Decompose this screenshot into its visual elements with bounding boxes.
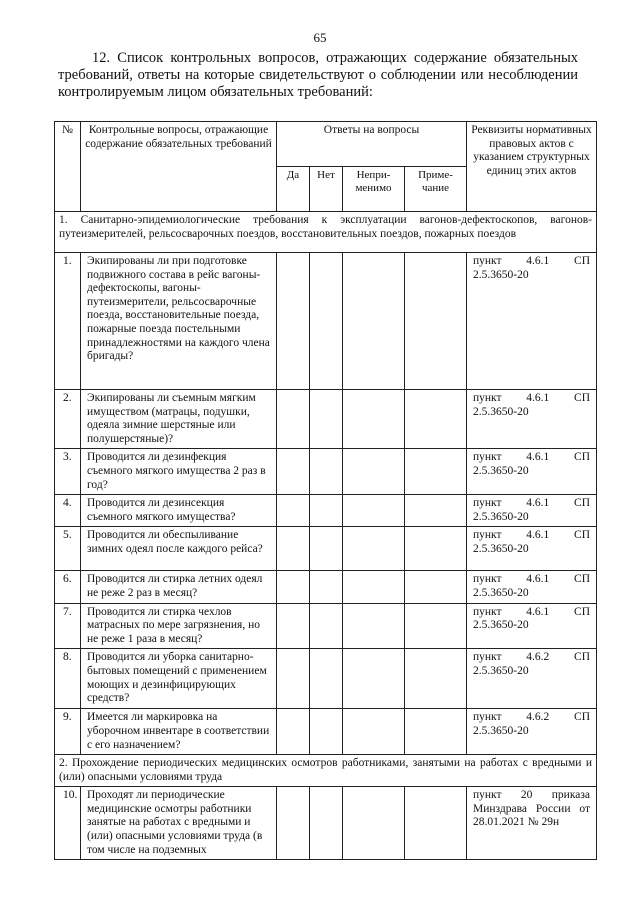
header-no: Нет [310, 167, 343, 212]
table-row [55, 495, 597, 527]
question-cell: Проводится ли уборка санитарно-бытовых помещений с применением моющих и дезинфицирующих средств? [81, 649, 277, 709]
reference-document: 2.5.3650-20 [473, 724, 529, 737]
table-row [55, 390, 597, 449]
answer-no-cell[interactable] [310, 390, 343, 449]
table-header-row [55, 122, 597, 167]
reference-cell: пункт 20 приказа Минздрава России от 28.01.2021 № 29н [467, 787, 597, 860]
reference-document: 2.5.3650-20 [473, 586, 529, 599]
answer-yes-cell[interactable] [277, 449, 310, 495]
answer-yes-cell[interactable] [277, 495, 310, 527]
row-number: 9. [55, 709, 81, 755]
reference-clause: пункт 4.6.1 СП [473, 529, 590, 542]
reference-document: 2.5.3650-20 [473, 510, 529, 523]
row-number: 5. [55, 527, 81, 571]
answer-na-cell[interactable] [343, 603, 405, 649]
reference-clause: пункт 4.6.2 СП [473, 651, 590, 664]
row-number: 7. [55, 603, 81, 649]
question-cell: Экипированы ли съемным мягким имуществом (матрацы, подушки, одеяла зимние шерстяные или полушерстяные)? [81, 390, 277, 449]
answer-no-cell[interactable] [310, 649, 343, 709]
table-row [55, 603, 597, 649]
row-number: 8. [55, 649, 81, 709]
answer-yes-cell[interactable] [277, 787, 310, 860]
table-row [55, 709, 597, 755]
table-row [55, 527, 597, 571]
answer-no-cell[interactable] [310, 527, 343, 571]
answer-yes-cell[interactable] [277, 709, 310, 755]
answer-no-cell[interactable] [310, 571, 343, 603]
header-yes: Да [277, 167, 310, 212]
answer-yes-cell[interactable] [277, 527, 310, 571]
header-questions: Контрольные вопросы, отражающие содержание обязательных требований [81, 122, 277, 212]
table-row [55, 649, 597, 709]
answer-yes-cell[interactable] [277, 603, 310, 649]
header-number: № [55, 122, 81, 212]
reference-cell [467, 495, 597, 527]
checklist-table [54, 121, 597, 860]
answer-no-cell[interactable] [310, 253, 343, 390]
answer-na-cell[interactable] [343, 527, 405, 571]
section-title: 1. Санитарно-эпидемиологические требования к эксплуатации вагонов-дефектоскопов, вагонов-путеизмерителей, рельсосварочных поездов, восстановительных поездов, пожарных поездов [55, 212, 597, 253]
row-number: 4. [55, 495, 81, 527]
reference-document: 2.5.3650-20 [473, 268, 529, 281]
reference-cell [467, 390, 597, 449]
reference-document: 2.5.3650-20 [473, 542, 529, 555]
answer-note-cell[interactable] [405, 253, 467, 390]
header-note: Приме-чание [405, 167, 467, 212]
row-number: 2. [55, 390, 81, 449]
answer-no-cell[interactable] [310, 787, 343, 860]
reference-clause: пункт 4.6.1 СП [473, 497, 590, 510]
section-row [55, 755, 597, 787]
table-row [55, 571, 597, 603]
reference-cell [467, 253, 597, 390]
question-cell: Проходят ли периодические медицинские осмотры работники занятые на работах с вредными и (или) опасными условиями труда (в том числе на подземных [81, 787, 277, 860]
question-cell: Экипированы ли при подготовке подвижного состава в рейс вагоны-дефектоскопы, вагоны-путеизмерители, рельсосварочные поезда, восстановительные поезда, пожарные поезда постельными принадлежностями на каждого члена бригады? [81, 253, 277, 390]
question-cell: Проводится ли дезинфекция съемного мягкого имущества 2 раз в год? [81, 449, 277, 495]
section-row [55, 212, 597, 253]
row-number: 1. [55, 253, 81, 390]
answer-note-cell[interactable] [405, 449, 467, 495]
answer-yes-cell[interactable] [277, 649, 310, 709]
answer-note-cell[interactable] [405, 571, 467, 603]
reference-cell [467, 571, 597, 603]
answer-na-cell[interactable] [343, 253, 405, 390]
table-row [55, 253, 597, 390]
answer-note-cell[interactable] [405, 709, 467, 755]
reference-clause: пункт 4.6.2 СП [473, 711, 590, 724]
row-number: 6. [55, 571, 81, 603]
answer-note-cell[interactable] [405, 649, 467, 709]
reference-document: 2.5.3650-20 [473, 464, 529, 477]
question-cell: Проводится ли стирка летних одеял не реже 2 раз в месяц? [81, 571, 277, 603]
reference-clause: пункт 4.6.1 СП [473, 605, 590, 618]
page-number: 65 [313, 30, 327, 45]
table-row [55, 449, 597, 495]
answer-note-cell[interactable] [405, 787, 467, 860]
question-cell: Имеется ли маркировка на уборочном инвентаре в соответствии с его назначением? [81, 709, 277, 755]
answer-yes-cell[interactable] [277, 390, 310, 449]
answer-no-cell[interactable] [310, 449, 343, 495]
reference-document: 2.5.3650-20 [473, 619, 529, 632]
row-number: 10. [55, 787, 81, 860]
section-title: 2. Прохождение периодических медицинских осмотров работниками, занятыми на работах с вредными и (или) опасными условиями труда [55, 755, 597, 787]
answer-note-cell[interactable] [405, 603, 467, 649]
answer-no-cell[interactable] [310, 709, 343, 755]
intro-paragraph: 12. Список контрольных вопросов, отражающих содержание обязательных требований, ответы на которые свидетельствуют о соблюдении или несоблюдении контролируемым лицом обязательных требований: [58, 50, 578, 100]
table-row [55, 787, 597, 860]
answer-note-cell[interactable] [405, 527, 467, 571]
reference-cell [467, 603, 597, 649]
reference-cell [467, 709, 597, 755]
reference-clause: пункт 4.6.1 СП [473, 451, 590, 464]
answer-na-cell[interactable] [343, 495, 405, 527]
answer-na-cell[interactable] [343, 571, 405, 603]
answer-na-cell[interactable] [343, 649, 405, 709]
row-number: 3. [55, 449, 81, 495]
answer-no-cell[interactable] [310, 603, 343, 649]
answer-na-cell[interactable] [343, 390, 405, 449]
answer-note-cell[interactable] [405, 390, 467, 449]
reference-cell [467, 449, 597, 495]
answer-yes-cell[interactable] [277, 253, 310, 390]
reference-document: 2.5.3650-20 [473, 664, 529, 677]
reference-document: 2.5.3650-20 [473, 405, 529, 418]
reference-clause: пункт 4.6.1 СП [473, 573, 590, 586]
question-cell: Проводится ли обеспыливание зимних одеял после каждого рейса? [81, 527, 277, 571]
header-answers: Ответы на вопросы [277, 122, 467, 167]
answer-na-cell[interactable] [343, 449, 405, 495]
answer-no-cell[interactable] [310, 495, 343, 527]
answer-na-cell[interactable] [343, 787, 405, 860]
header-refs: Реквизиты нормативных правовых актов с указанием структурных единиц этих актов [467, 122, 597, 212]
header-not-applicable: Непри-менимо [343, 167, 405, 212]
reference-cell [467, 527, 597, 571]
reference-clause: пункт 4.6.1 СП [473, 255, 590, 267]
reference-cell [467, 649, 597, 709]
answer-yes-cell[interactable] [277, 571, 310, 603]
question-cell: Проводится ли дезинсекция съемного мягкого имущества? [81, 495, 277, 527]
answer-na-cell[interactable] [343, 709, 405, 755]
answer-note-cell[interactable] [405, 495, 467, 527]
reference-clause: пункт 4.6.1 СП [473, 392, 590, 404]
question-cell: Проводится ли стирка чехлов матрасных по мере загрязнения, но не реже 1 раза в месяц? [81, 603, 277, 649]
